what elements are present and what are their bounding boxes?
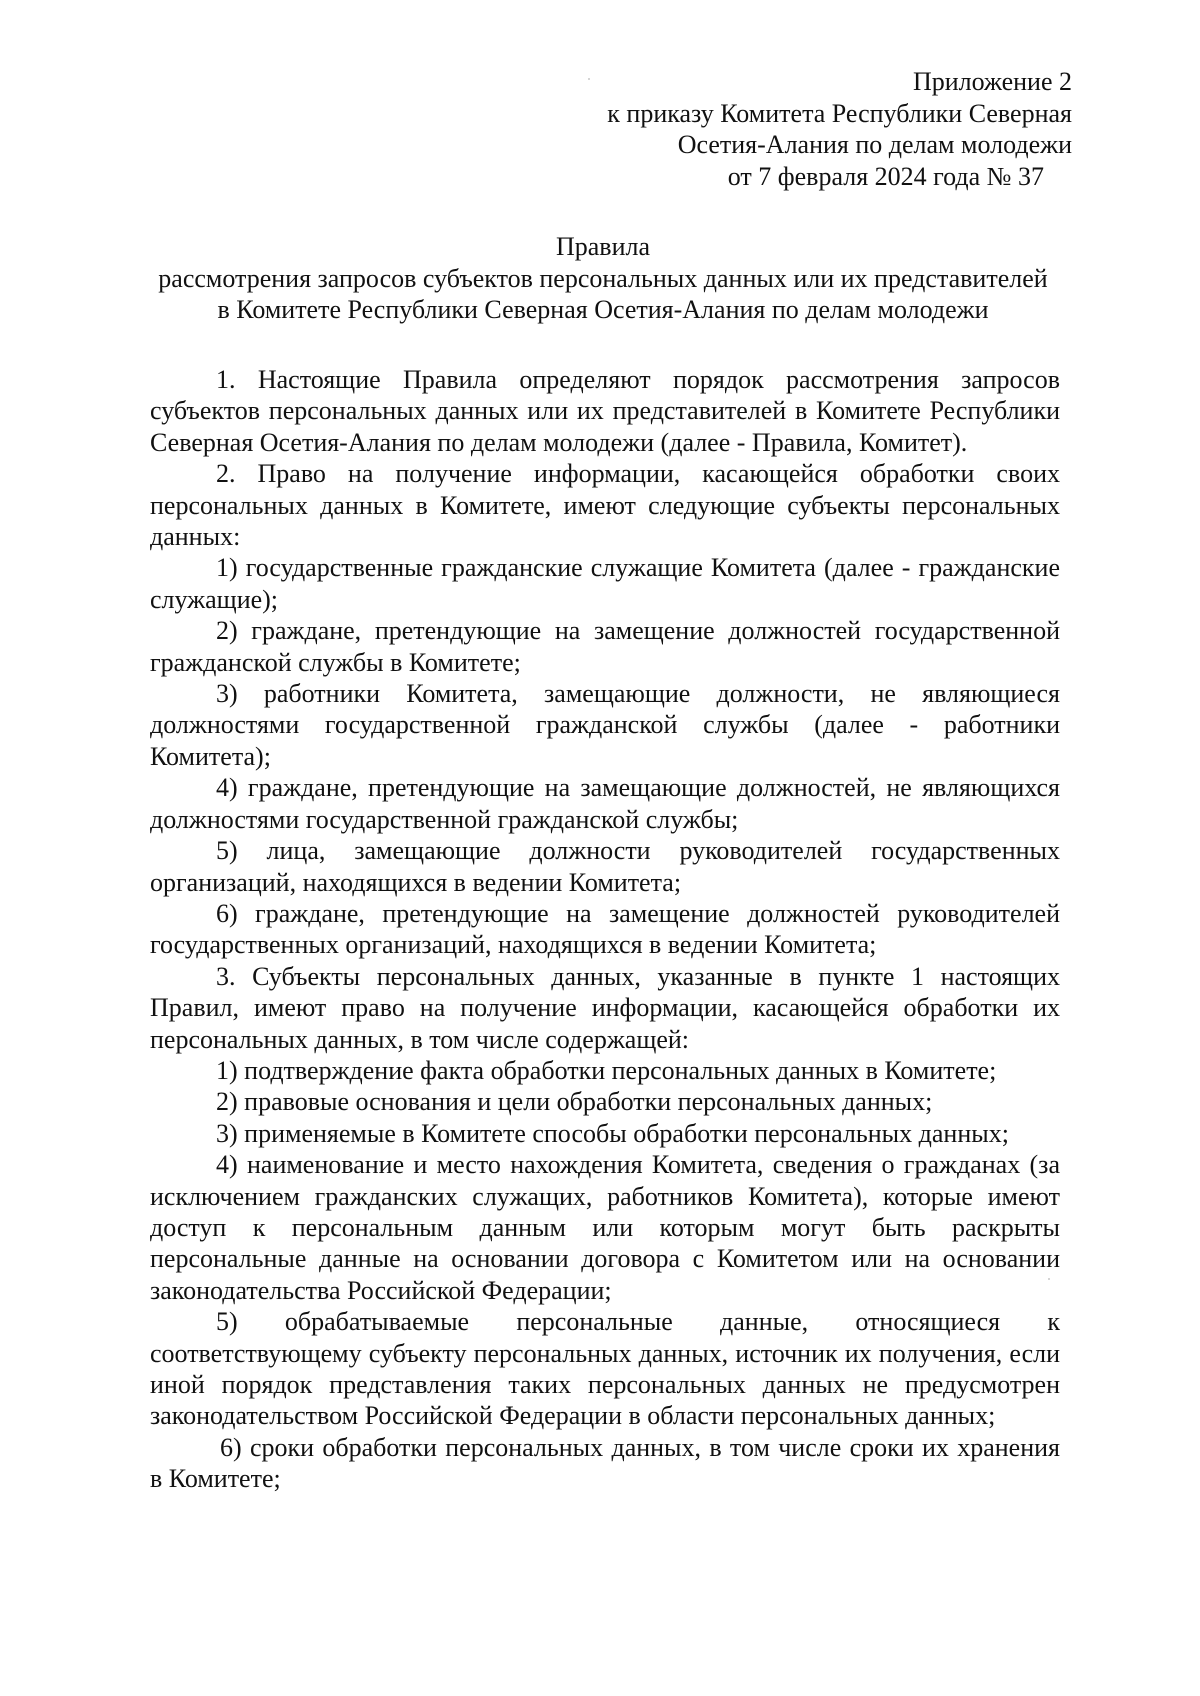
- document-body: [150, 364, 1060, 1495]
- list-item-2-2: 2) граждане, претендующие на замещение должностей государственной гражданской службы в Комитете;: [150, 616, 1060, 677]
- list-item-3-4: 4) наименование и место нахождения Комитета, сведения о гражданах (за исключением гражданских служащих, работников Комитета), которые имеют доступ к персональным данным или которым могут быть раскрыты персональные данные на основании договора с Комитетом или на основании законодательства Российской Федерации;: [150, 1150, 1060, 1305]
- list-item-2-1: 1) государственные гражданские служащие Комитета (далее - гражданские служащие);: [150, 553, 1060, 614]
- document-title: [146, 231, 1060, 326]
- paragraph-3: 3. Субъекты персональных данных, указанные в пункте 1 настоящих Правил, имеют право на получение информации, касающейся обработки их персональных данных, в том числе содержащей:: [150, 961, 1060, 1054]
- order-reference-line-2: Осетия-Алания по делам молодежи: [677, 130, 1072, 159]
- list-item-3-6: 6) сроки обработки персональных данных, в том числе сроки их хранения в Комитете;: [150, 1432, 1060, 1494]
- appendix-header: [512, 66, 1072, 192]
- list-item-3-3: 3) применяемые в Комитете способы обработки персональных данных;: [216, 1118, 1009, 1148]
- title-subheading-line-2: в Комитете Республики Северная Осетия-Алания по делам молодежи: [217, 295, 989, 324]
- list-item-2-3: 3) работники Комитета, замещающие должности, не являющиеся должностями государственной гражданской службы (далее - работники Комитета);: [150, 679, 1060, 771]
- scan-speck: [1048, 1278, 1050, 1280]
- title-subheading-line-1: рассмотрения запросов субъектов персональных данных или их представителей: [158, 263, 1048, 293]
- list-item-3-2: 2) правовые основания и цели обработки персональных данных;: [216, 1087, 933, 1117]
- list-item-3-1: 1) подтверждение факта обработки персональных данных в Комитете;: [216, 1055, 997, 1085]
- order-reference-line-1: к приказу Комитета Республики Северная: [607, 98, 1072, 128]
- list-item-2-5: 5) лица, замещающие должности руководителей государственных организаций, находящихся в ведении Комитета;: [150, 836, 1060, 897]
- scan-speck: [588, 78, 590, 80]
- paragraph-2: 2. Право на получение информации, касающейся обработки своих персональных данных в Комитете, имеют следующие субъекты персональных данных:: [150, 459, 1060, 552]
- title-heading: Правила: [555, 232, 651, 261]
- paragraph-1: 1. Настоящие Правила определяют порядок рассмотрения запросов субъектов персональных данных или их представителей в Комитете Республики Северная Осетия-Алания по делам молодежи (далее - Правила, Комитет).: [150, 365, 1060, 457]
- list-item-2-6: 6) граждане, претендующие на замещение должностей руководителей государственных организаций, находящихся в ведении Комитета;: [150, 898, 1060, 960]
- list-item-3-5: 5) обрабатываемые персональные данные, относящиеся к соответствующему субъекту персональных данных, источник их получения, если иной порядок представления таких персональных данных не предусмотрен законодательством Российской Федерации в области персональных данных;: [150, 1307, 1060, 1431]
- list-item-2-4: 4) граждане, претендующие на замещающие должностей, не являющихся должностями государственной гражданской службы;: [150, 773, 1060, 834]
- order-date-number: от 7 февраля 2024 года № 37: [727, 161, 1044, 191]
- appendix-number: Приложение 2: [912, 67, 1072, 96]
